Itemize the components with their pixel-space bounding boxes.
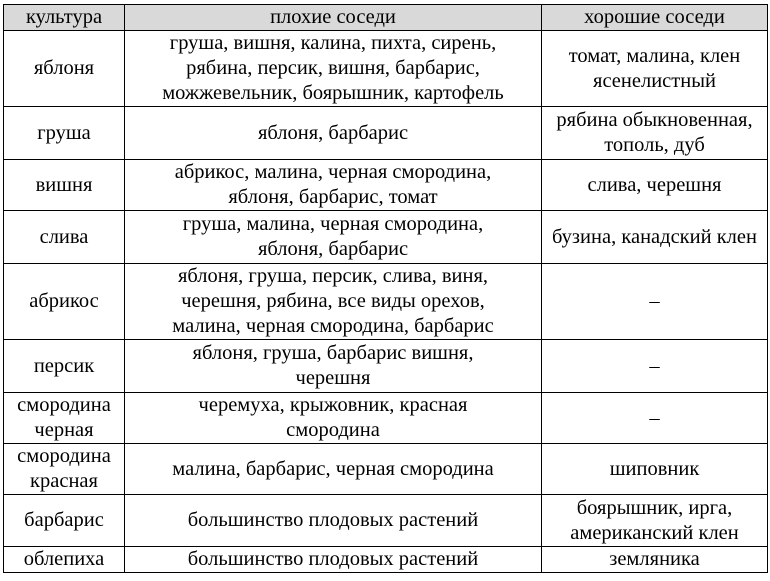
cell-line: рябина, персик, вишня, барбарис, [186, 57, 480, 79]
cell-line: томат, малина, клен [568, 44, 741, 67]
table-row [4, 393, 768, 444]
cell-line: ясенелистный [593, 69, 716, 92]
good-neighbors-cell [542, 340, 768, 393]
header-good-neighbors: хорошие соседи [542, 5, 768, 31]
cell-line: абрикос [29, 290, 99, 312]
compatibility-table [3, 4, 768, 573]
good-neighbors-cell [542, 160, 768, 211]
cell-line: барбарис [24, 509, 104, 531]
bad-neighbors-cell [125, 340, 542, 393]
cell-line: рябина обыкновенная, [556, 109, 753, 131]
cell-line: – [649, 406, 660, 429]
bad-neighbors-cell [125, 444, 542, 495]
culture-cell [4, 393, 125, 444]
good-neighbors-cell [542, 495, 768, 547]
bad-neighbors-cell [125, 160, 542, 211]
table-row [4, 340, 768, 393]
table-row [4, 264, 768, 340]
cell-line: шиповник [609, 457, 700, 480]
cell-line: черная [34, 419, 94, 441]
cell-line: бузина, канадский клен [552, 225, 757, 248]
culture-cell [4, 340, 125, 393]
bad-neighbors-cell [125, 495, 542, 547]
culture-cell [4, 31, 125, 107]
bad-neighbors-cell [125, 107, 542, 160]
cell-line: яблоня, барбарис, томат [228, 186, 438, 208]
header-row [4, 5, 768, 31]
culture-cell [4, 495, 125, 547]
cell-line: смородина [286, 419, 380, 441]
cell-line: груша [37, 121, 91, 144]
good-neighbors-cell [542, 31, 768, 107]
bad-neighbors-cell [125, 547, 542, 573]
cell-line: вишня [35, 173, 93, 196]
table-row [4, 160, 768, 211]
cell-line: яблоня, груша, персик, слива, виня, [177, 265, 489, 287]
cell-line: американский клен [570, 521, 739, 544]
cell-line: яблоня, барбарис [257, 238, 409, 260]
cell-line: слива [39, 225, 89, 248]
culture-cell [4, 264, 125, 340]
cell-line: черешня, рябина, все виды орехов, [181, 290, 485, 312]
table-body [4, 31, 768, 573]
bad-neighbors-cell [125, 31, 542, 107]
header-culture: культура [4, 5, 125, 31]
cell-line: груша, малина, черная смородина, [182, 213, 484, 235]
cell-line: большинство плодовых растений [187, 509, 479, 531]
cell-line: облепиха [23, 548, 105, 570]
table-row [4, 495, 768, 547]
header-bad-neighbors: плохие соседи [125, 5, 542, 31]
good-neighbors-cell [542, 211, 768, 264]
cell-line: боярышник, ирга, [576, 496, 733, 519]
cell-line: тополь, дуб [604, 134, 705, 156]
cell-line: смородина [17, 445, 111, 467]
culture-cell [4, 547, 125, 573]
cell-line: яблоня, груша, барбарис вишня, [192, 342, 474, 364]
table-row [4, 31, 768, 107]
cell-line: – [649, 290, 660, 312]
cell-line: яблоня [33, 57, 95, 79]
cell-line: малина, черная смородина, барбарис [172, 315, 494, 337]
cell-line: абрикос, малина, черная смородина, [174, 161, 492, 183]
good-neighbors-cell [542, 107, 768, 160]
culture-cell [4, 160, 125, 211]
cell-line: – [649, 354, 660, 377]
cell-line: черешня [295, 367, 371, 389]
bad-neighbors-cell [125, 264, 542, 340]
cell-line: слива, черешня [587, 173, 722, 196]
culture-cell [4, 211, 125, 264]
bad-neighbors-cell [125, 393, 542, 444]
cell-line: малина, барбарис, черная смородина [172, 457, 494, 480]
culture-cell [4, 107, 125, 160]
table-row [4, 444, 768, 495]
good-neighbors-cell [542, 444, 768, 495]
good-neighbors-cell [542, 264, 768, 340]
table-row [4, 107, 768, 160]
cell-line: груша, вишня, калина, пихта, сирень, [169, 32, 497, 54]
culture-cell [4, 444, 125, 495]
bad-neighbors-cell [125, 211, 542, 264]
cell-line: черемуха, крыжовник, красная [198, 394, 468, 416]
cell-line: можжевельник, боярышник, картофель [162, 82, 504, 104]
good-neighbors-cell [542, 547, 768, 573]
cell-line: большинство плодовых растений [187, 548, 479, 570]
cell-line: персик [33, 354, 95, 377]
cell-line: земляника [609, 548, 700, 570]
cell-line: яблоня, барбарис [257, 121, 409, 144]
good-neighbors-cell [542, 393, 768, 444]
table-row [4, 211, 768, 264]
table-row [4, 547, 768, 573]
cell-line: смородина [17, 394, 111, 416]
cell-line: красная [30, 470, 98, 492]
